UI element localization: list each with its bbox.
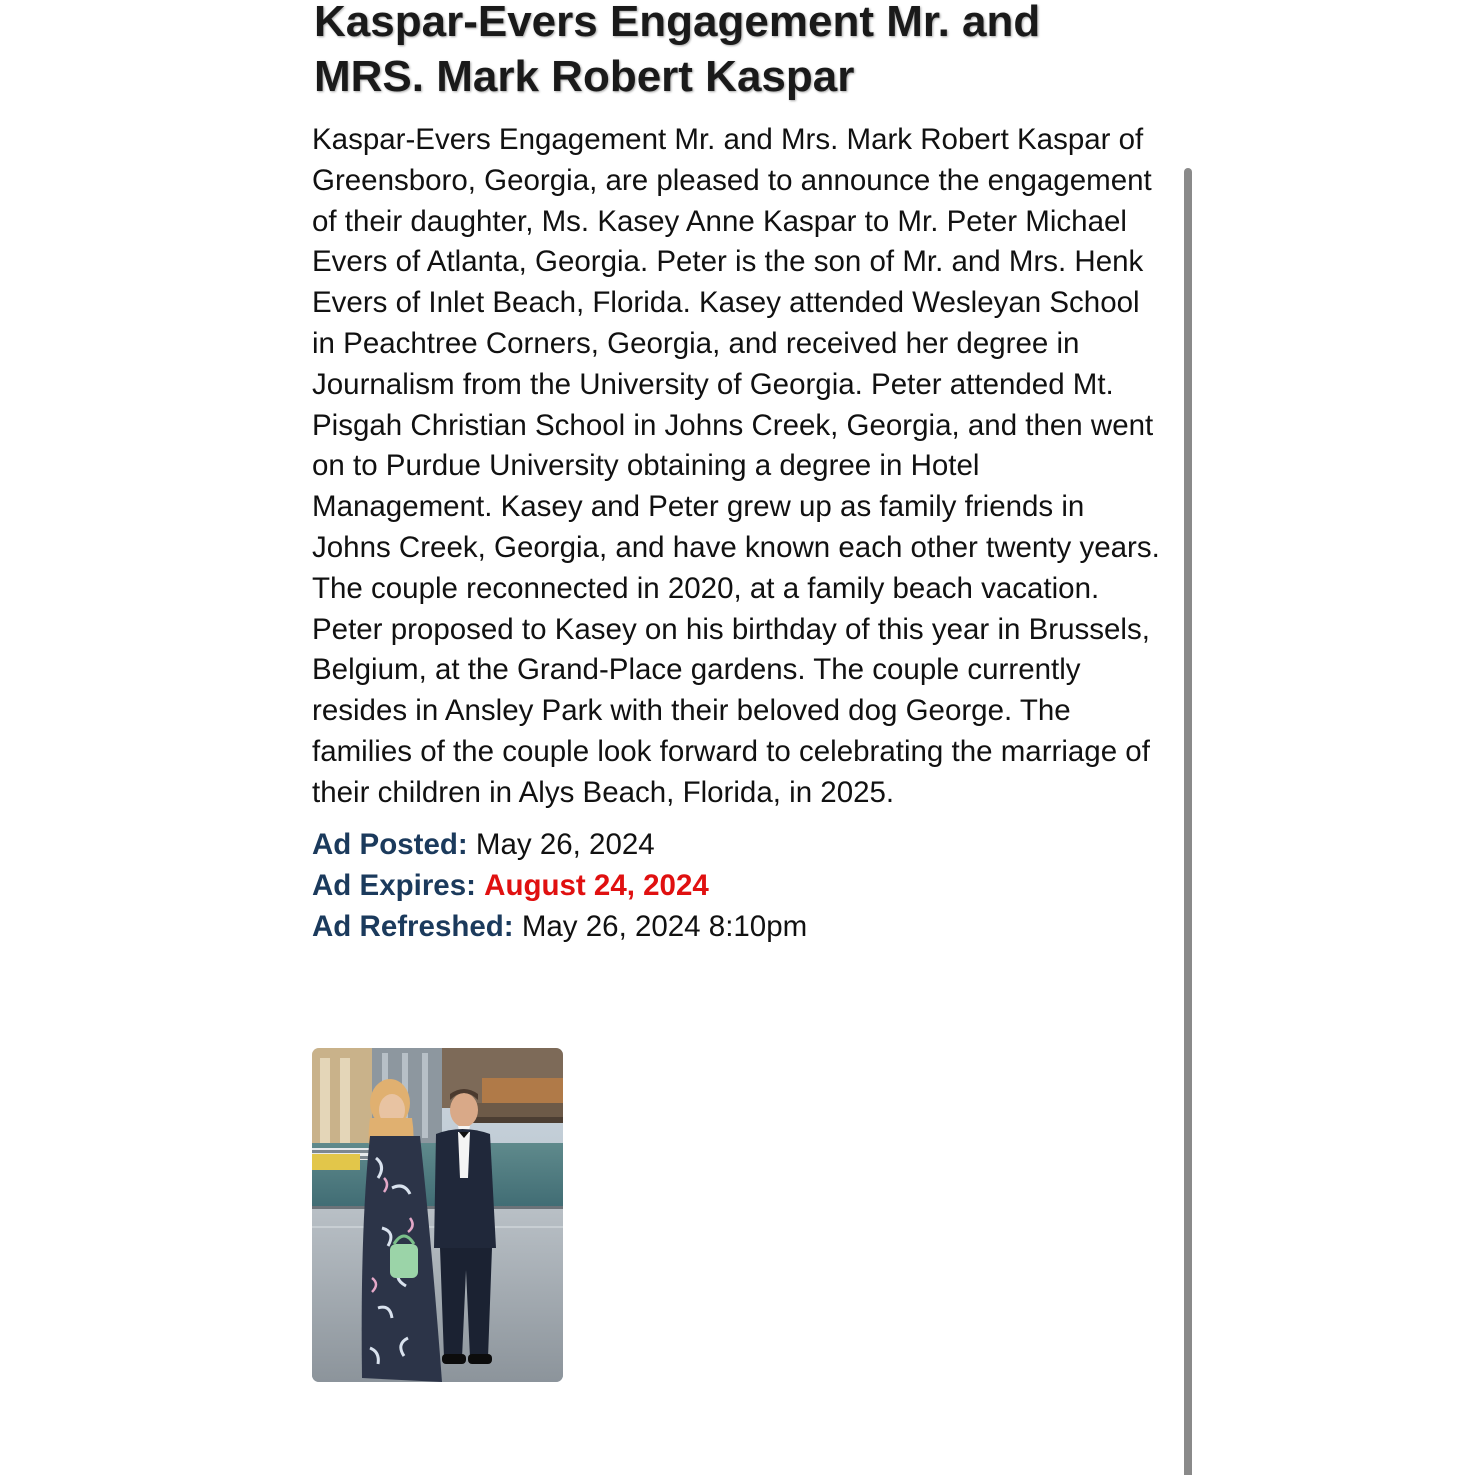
ad-meta [312, 824, 1162, 947]
ad-refreshed-row [312, 906, 1162, 947]
ad-refreshed-value: May 26, 2024 8:10pm [521, 909, 808, 943]
ad-posted-value: May 26, 2024 [475, 827, 655, 861]
ad-posted-label: Ad Posted: [312, 827, 468, 861]
ad-refreshed-label: Ad Refreshed: [312, 909, 514, 943]
ad-expires-row [312, 865, 1162, 906]
scrollbar[interactable] [1184, 168, 1192, 1475]
ad-posted-row [312, 824, 1162, 865]
scrollbar-thumb[interactable] [1184, 168, 1192, 1475]
ad-expires-label: Ad Expires: [312, 868, 476, 902]
ad-container [312, 0, 1162, 947]
ad-expires-value: August 24, 2024 [484, 868, 709, 902]
ad-title: Kaspar-Evers Engagement Mr. and MRS. Mark Robert Kaspar [314, 0, 1041, 101]
ad-body-text: Kaspar-Evers Engagement Mr. and Mrs. Mark Robert Kaspar of Greensboro, Georgia, are pleased to announce the engagement of their daughter, Ms. Kasey Anne Kaspar to Mr. Peter Michael Evers of Atlanta, Georgia. Peter is the son of Mr. and Mrs. Henk Evers of Inlet Beach, Florida. Kasey attended Wesleyan School in Peachtree Corners, Georgia, and received her degree in Journalism from the University of Georgia. Peter attended Mt. Pisgah Christian School in Johns Creek, Georgia, and then went on to Purdue University obtaining a degree in Hotel Management. Kasey and Peter grew up as family friends in Johns Creek, Georgia, and have known each other twenty years. The couple reconnected in 2020, at a family beach vacation. Peter proposed to Kasey on his birthday of this year in Brussels, Belgium, at the Grand-Place gardens. The couple currently resides in Ansley Park with their beloved dog George. The families of the couple look forward to celebrating the marriage of their children in Alys Beach, Florida, in 2025. [312, 123, 1160, 809]
engagement-photo[interactable] [312, 1048, 563, 1382]
